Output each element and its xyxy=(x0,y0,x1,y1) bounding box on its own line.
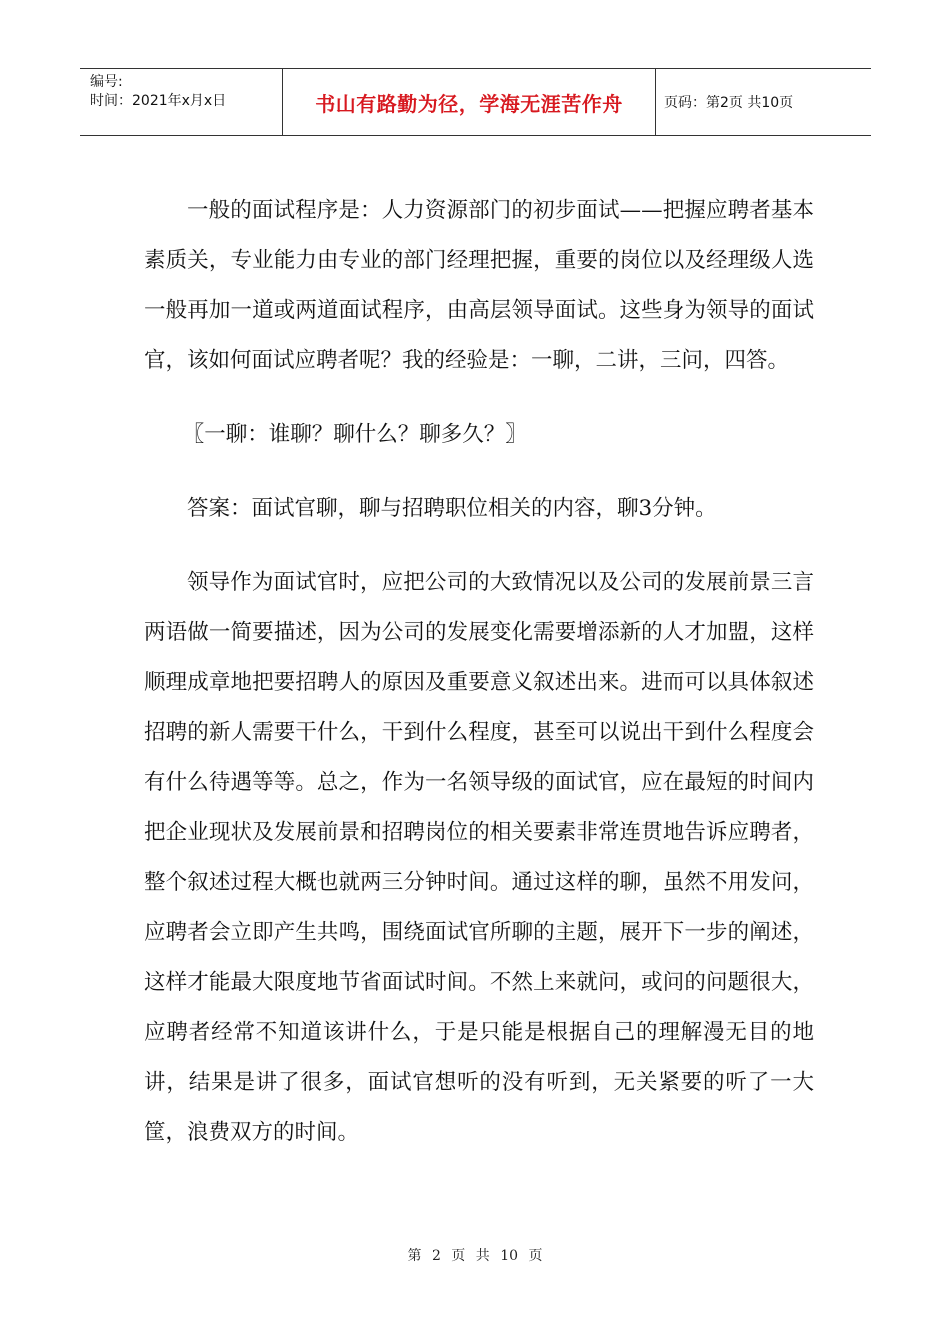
body-paragraph: 领导作为面试官时，应把公司的大致情况以及公司的发展前景三言两语做一简要描述，因为公司的发展变化需要增添新的人才加盟，这样顺理成章地把要招聘人的原因及重要意义叙述出来。进而可以具体叙述招聘的新人需要干什么，干到什么程度，甚至可以说出干到什么程度会有什么待遇等等。总之，作为一名领导级的面试官，应在最短的时间内把企业现状及发展前景和招聘岗位的相关要素非常连贯地告诉应聘者，整个叙述过程大概也就两三分钟时间。通过这样的聊，虽然不用发问，应聘者会立即产生共鸣，围绕面试官所聊的主题，展开下一步的阐述，这样才能最大限度地节省面试时间。不然上来就问，或问的问题很大，应聘者经常不知道该讲什么，于是只能是根据自己的理解漫无目的地讲，结果是讲了很多，面试官想听的没有听到，无关紧要的听了一大筐，浪费双方的时间。 xyxy=(144,570,814,1145)
document-body xyxy=(144,186,814,1182)
document-code-label: 编号: xyxy=(90,74,123,90)
section-heading: 〖一聊：谁聊？聊什么？聊多久？〗 xyxy=(182,422,527,447)
header-page-info: 页码：第2页 共10页 xyxy=(664,95,794,111)
header-meta xyxy=(80,69,283,135)
body-paragraph: 一般的面试程序是：人力资源部门的初步面试——把握应聘者基本素质关，专业能力由专业的部门经理把握，重要的岗位以及经理级人选一般再加一道或两道面试程序，由高层领导面试。这些身为领导的面试官，该如何面试应聘者呢？我的经验是：一聊，二讲，三问，四答。 xyxy=(144,198,814,373)
page-footer: 第 2 页 共 10 页 xyxy=(407,1248,543,1264)
document-header xyxy=(80,68,871,136)
header-motto: 书山有路勤为径，学海无涯苦作舟 xyxy=(283,69,656,135)
document-date: 时间：2021年x月x日 xyxy=(90,93,227,109)
answer-paragraph: 答案：面试官聊，聊与招聘职位相关的内容，聊3分钟。 xyxy=(187,496,717,521)
